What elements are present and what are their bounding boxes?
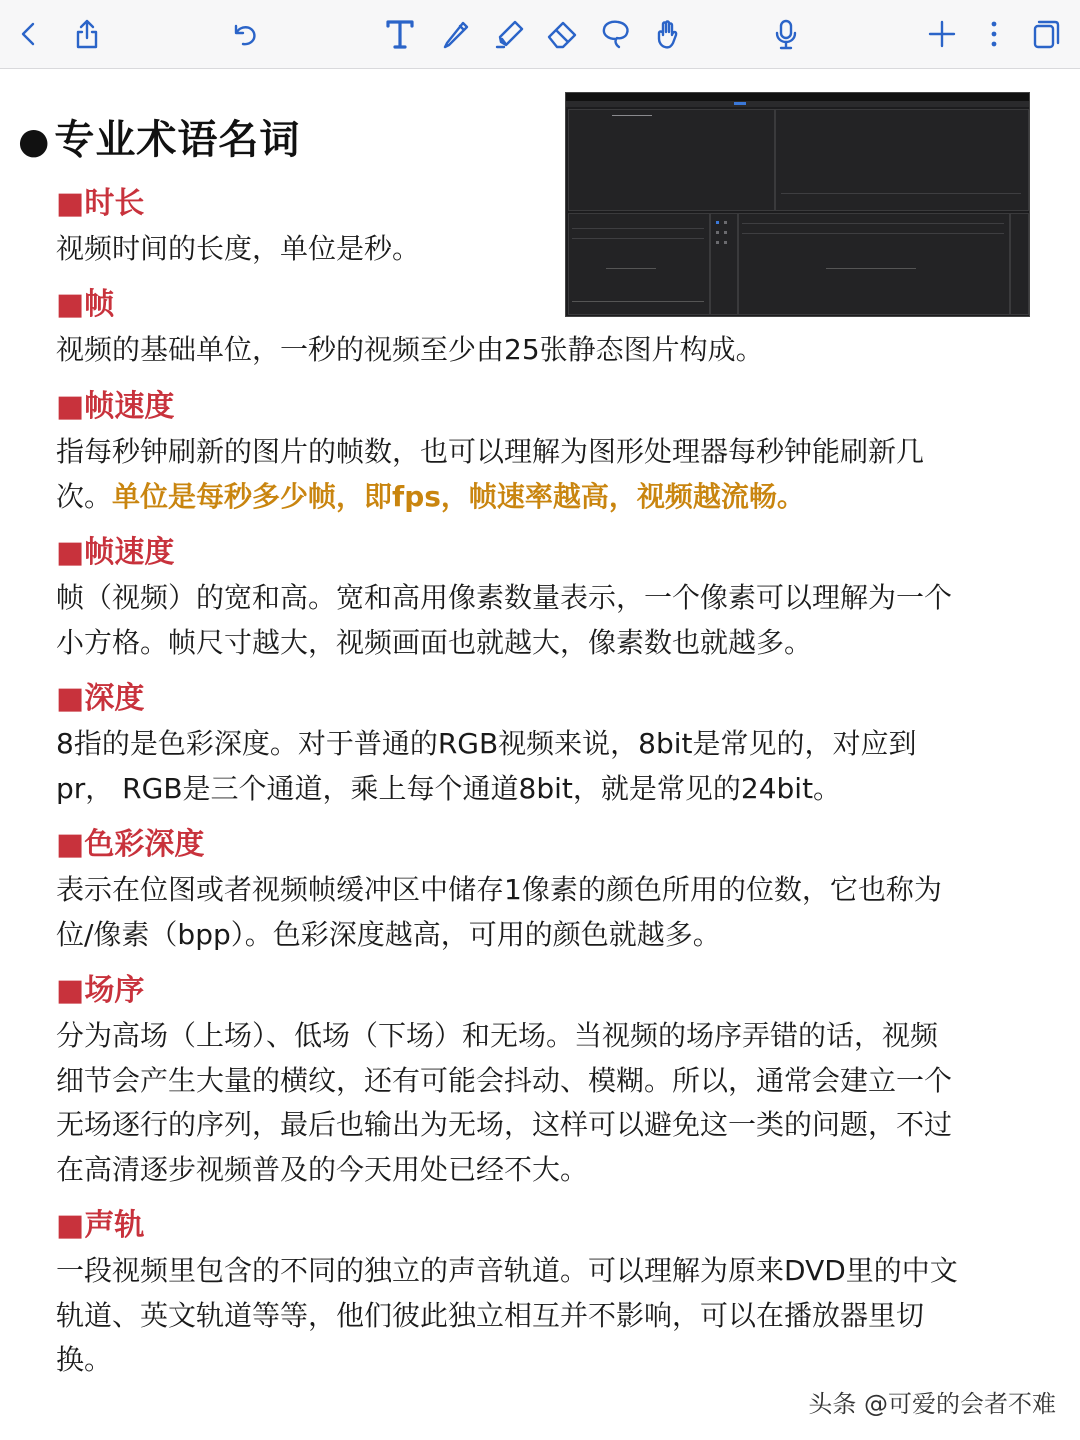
section-body: [56, 328, 1041, 373]
body-line: 一段视频里包含的不同的独立的声音轨道。可以理解为原来DVD里的中文: [56, 1254, 958, 1287]
more-icon: [977, 17, 1011, 51]
add-button[interactable]: [922, 14, 962, 54]
section-heading: [56, 282, 1041, 328]
share-button[interactable]: [67, 14, 107, 54]
more-button[interactable]: [974, 14, 1014, 54]
pen-tool-button[interactable]: [436, 14, 476, 54]
body-line: 细节会产生大量的横纹，还有可能会抖动、模糊。所以，通常会建立一个: [56, 1063, 953, 1097]
add-icon: [925, 17, 959, 51]
section-heading: [56, 968, 1041, 1014]
heading-text: 帧速度: [84, 389, 175, 424]
title-text: 专业术语名词: [54, 117, 301, 163]
body-line: 帧（视频）的宽和高。宽和高用像素数量表示，一个像素可以理解为一个: [56, 581, 953, 614]
heading-text: 场序: [84, 973, 145, 1008]
body-line: 分为高场（上场）、低场（下场）和无场。当视频的场序弄错的话，视频: [56, 1019, 939, 1052]
share-icon: [70, 17, 104, 51]
body-line: 次。: [56, 479, 113, 513]
section-body: [56, 576, 1041, 665]
eraser-tool-button[interactable]: [542, 14, 582, 54]
highlighted-text: 单位是每秒多少帧，即fps，帧速率越高，视频越流畅。: [112, 479, 805, 513]
toolbar: [0, 0, 1080, 69]
heading-text: 色彩深度: [84, 827, 205, 862]
term-section-frame: [56, 282, 1041, 373]
heading-marker: ■: [56, 186, 85, 221]
text-tool-icon: [383, 17, 417, 51]
section-body: [56, 430, 1041, 519]
body-line: 视频的基础单位，一秒的视频至少由25张静态图片构成。: [56, 333, 764, 366]
section-heading: [56, 822, 1041, 868]
heading-text: 帧速度: [84, 535, 175, 570]
body-line: 表示在位图或者视频帧缓冲区中储存1像素的颜色所用的位数，它也称为: [56, 873, 942, 906]
section-body: [56, 722, 1041, 811]
lasso-icon: [599, 17, 633, 51]
hand-draw-icon: [651, 17, 685, 51]
term-section-depth: [56, 676, 1041, 811]
section-heading: [56, 530, 1041, 576]
section-heading: [56, 181, 1041, 227]
body-line: pr， RGB是三个通道，乘上每个通道8bit，就是常见的24bit。: [56, 771, 842, 805]
microphone-button[interactable]: [766, 14, 806, 54]
back-button[interactable]: [8, 14, 48, 54]
body-line: 在高清逐步视频普及的今天用处已经不大。: [56, 1152, 589, 1186]
pen-icon: [439, 17, 473, 51]
heading-text: 时长: [84, 186, 145, 221]
body-line: 无场逐行的序列，最后也输出为无场，这样可以避免这一类的问题，不过: [56, 1108, 953, 1141]
heading-marker: ■: [56, 973, 85, 1008]
lasso-tool-button[interactable]: [596, 14, 636, 54]
title-bullet: ●: [18, 121, 51, 162]
term-section-audio-track: [56, 1203, 1041, 1383]
text-tool-button[interactable]: [380, 14, 420, 54]
heading-text: 声轨: [84, 1208, 145, 1243]
undo-button[interactable]: [224, 14, 264, 54]
watermark: 头条 @可爱的会者不难: [808, 1390, 1056, 1418]
body-line: 换。: [56, 1343, 113, 1376]
section-body: [56, 227, 1041, 272]
heading-marker: ■: [56, 681, 85, 716]
undo-icon: [227, 17, 261, 51]
heading-text: 深度: [84, 681, 145, 716]
eraser-icon: [545, 17, 579, 51]
body-line: 位/像素（bpp）。色彩深度越高，可用的颜色就越多。: [56, 917, 721, 951]
body-line: 轨道、英文轨道等等，他们彼此独立相互并不影响，可以在播放器里切: [56, 1298, 925, 1332]
term-section-duration: [56, 181, 1041, 272]
body-line: 小方格。帧尺寸越大，视频画面也就越大，像素数也就越多。: [56, 625, 813, 659]
section-body: [56, 868, 1041, 957]
term-section-field-order: [56, 968, 1041, 1192]
term-section-frame-size: [56, 530, 1041, 665]
microphone-icon: [769, 17, 803, 51]
heading-marker: ■: [56, 1208, 85, 1243]
heading-marker: ■: [56, 389, 85, 424]
pages-icon: [1029, 17, 1063, 51]
heading-marker: ■: [56, 827, 85, 862]
body-line: 视频时间的长度，单位是秒。: [56, 232, 421, 265]
section-heading: [56, 1203, 1041, 1249]
section-body: [56, 1014, 1041, 1192]
page-title: [18, 108, 300, 165]
hand-draw-tool-button[interactable]: [648, 14, 688, 54]
section-heading: [56, 676, 1041, 722]
pages-button[interactable]: [1026, 14, 1066, 54]
heading-text: 帧: [84, 287, 115, 322]
heading-marker: ■: [56, 535, 85, 570]
term-section-color-depth: [56, 822, 1041, 957]
back-icon: [11, 17, 45, 51]
highlighter-icon: [492, 17, 526, 51]
heading-marker: ■: [56, 287, 85, 322]
term-section-frame-rate: [56, 384, 1041, 519]
highlighter-tool-button[interactable]: [489, 14, 529, 54]
section-body: [56, 1249, 1041, 1383]
section-heading: [56, 384, 1041, 430]
body-line: 指每秒钟刷新的图片的帧数，也可以理解为图形处理器每秒钟能刷新几: [56, 435, 925, 468]
body-line: 8指的是色彩深度。对于普通的RGB视频来说，8bit是常见的，对应到: [56, 727, 917, 760]
